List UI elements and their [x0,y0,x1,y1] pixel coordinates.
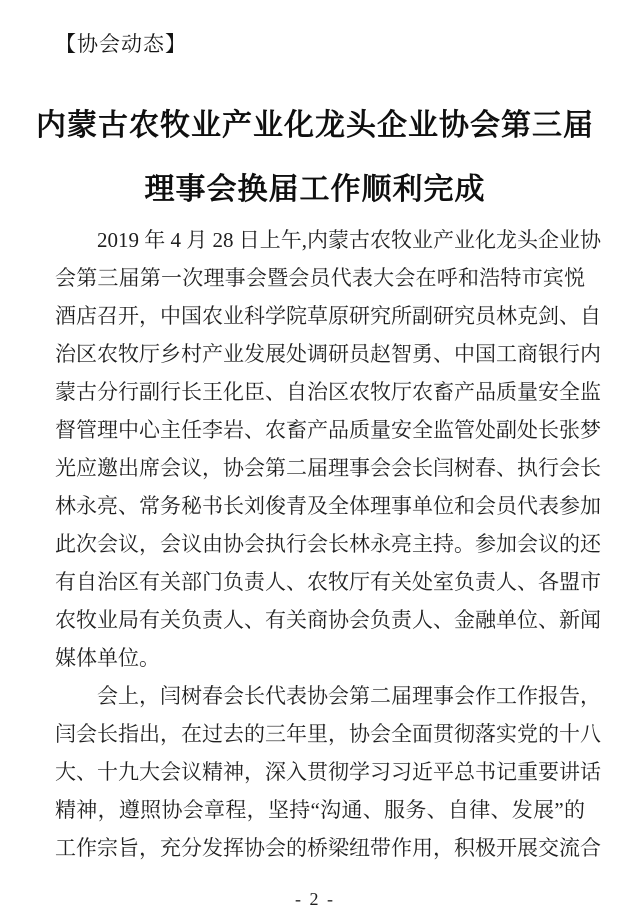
body-line: 会上，闫树春会长代表协会第二届理事会作工作报告， [97,684,601,708]
body-line: 会第三届第一次理事会暨会员代表大会在呼和浩特市宾悦 [55,266,585,290]
body-line: 媒体单位。 [55,646,160,670]
body-line: 此次会议，会议由协会执行会长林永亮主持。参加会议的还 [55,532,601,556]
body-line: 有自治区有关部门负责人、农牧厅有关处室负责人、各盟市 [55,570,601,594]
body-line: 精神，遵照协会章程，坚持“沟通、服务、自律、发展”的 [55,798,585,822]
body-line: 治区农牧厅乡村产业发展处调研员赵智勇、中国工商银行内 [55,342,601,366]
body-line: 酒店召开，中国农业科学院草原研究所副研究员林克剑、自 [55,304,601,328]
body-line: 农牧业局有关负责人、有关商协会负责人、金融单位、新闻 [55,608,601,632]
document-title [0,94,630,222]
title-line-1: 内蒙古农牧业产业化龙头企业协会第三届 [36,109,594,142]
body-line: 大、十九大会议精神，深入贯彻学习习近平总书记重要讲话 [55,760,601,784]
body-line: 光应邀出席会议，协会第二届理事会会长闫树春、执行会长 [55,456,601,480]
body-line: 工作宗旨，充分发挥协会的桥梁纽带作用，积极开展交流合 [55,836,601,860]
title-line-2: 理事会换届工作顺利完成 [144,173,486,206]
body-text [55,221,601,867]
body-line: 督管理中心主任李岩、农畜产品质量安全监管处副处长张梦 [55,418,601,442]
body-line: 林永亮、常务秘书长刘俊青及全体理事单位和会员代表参加 [55,494,601,518]
section-tag: 【协会动态】 [55,33,187,56]
page-number: - 2 - [295,889,335,909]
body-line: 蒙古分行副行长王化臣、自治区农牧厅农畜产品质量安全监 [55,380,601,404]
body-line: 2019 年 4 月 28 日上午,内蒙古农牧业产业化龙头企业协 [97,228,601,252]
body-line: 闫会长指出，在过去的三年里，协会全面贯彻落实党的十八 [55,722,601,746]
